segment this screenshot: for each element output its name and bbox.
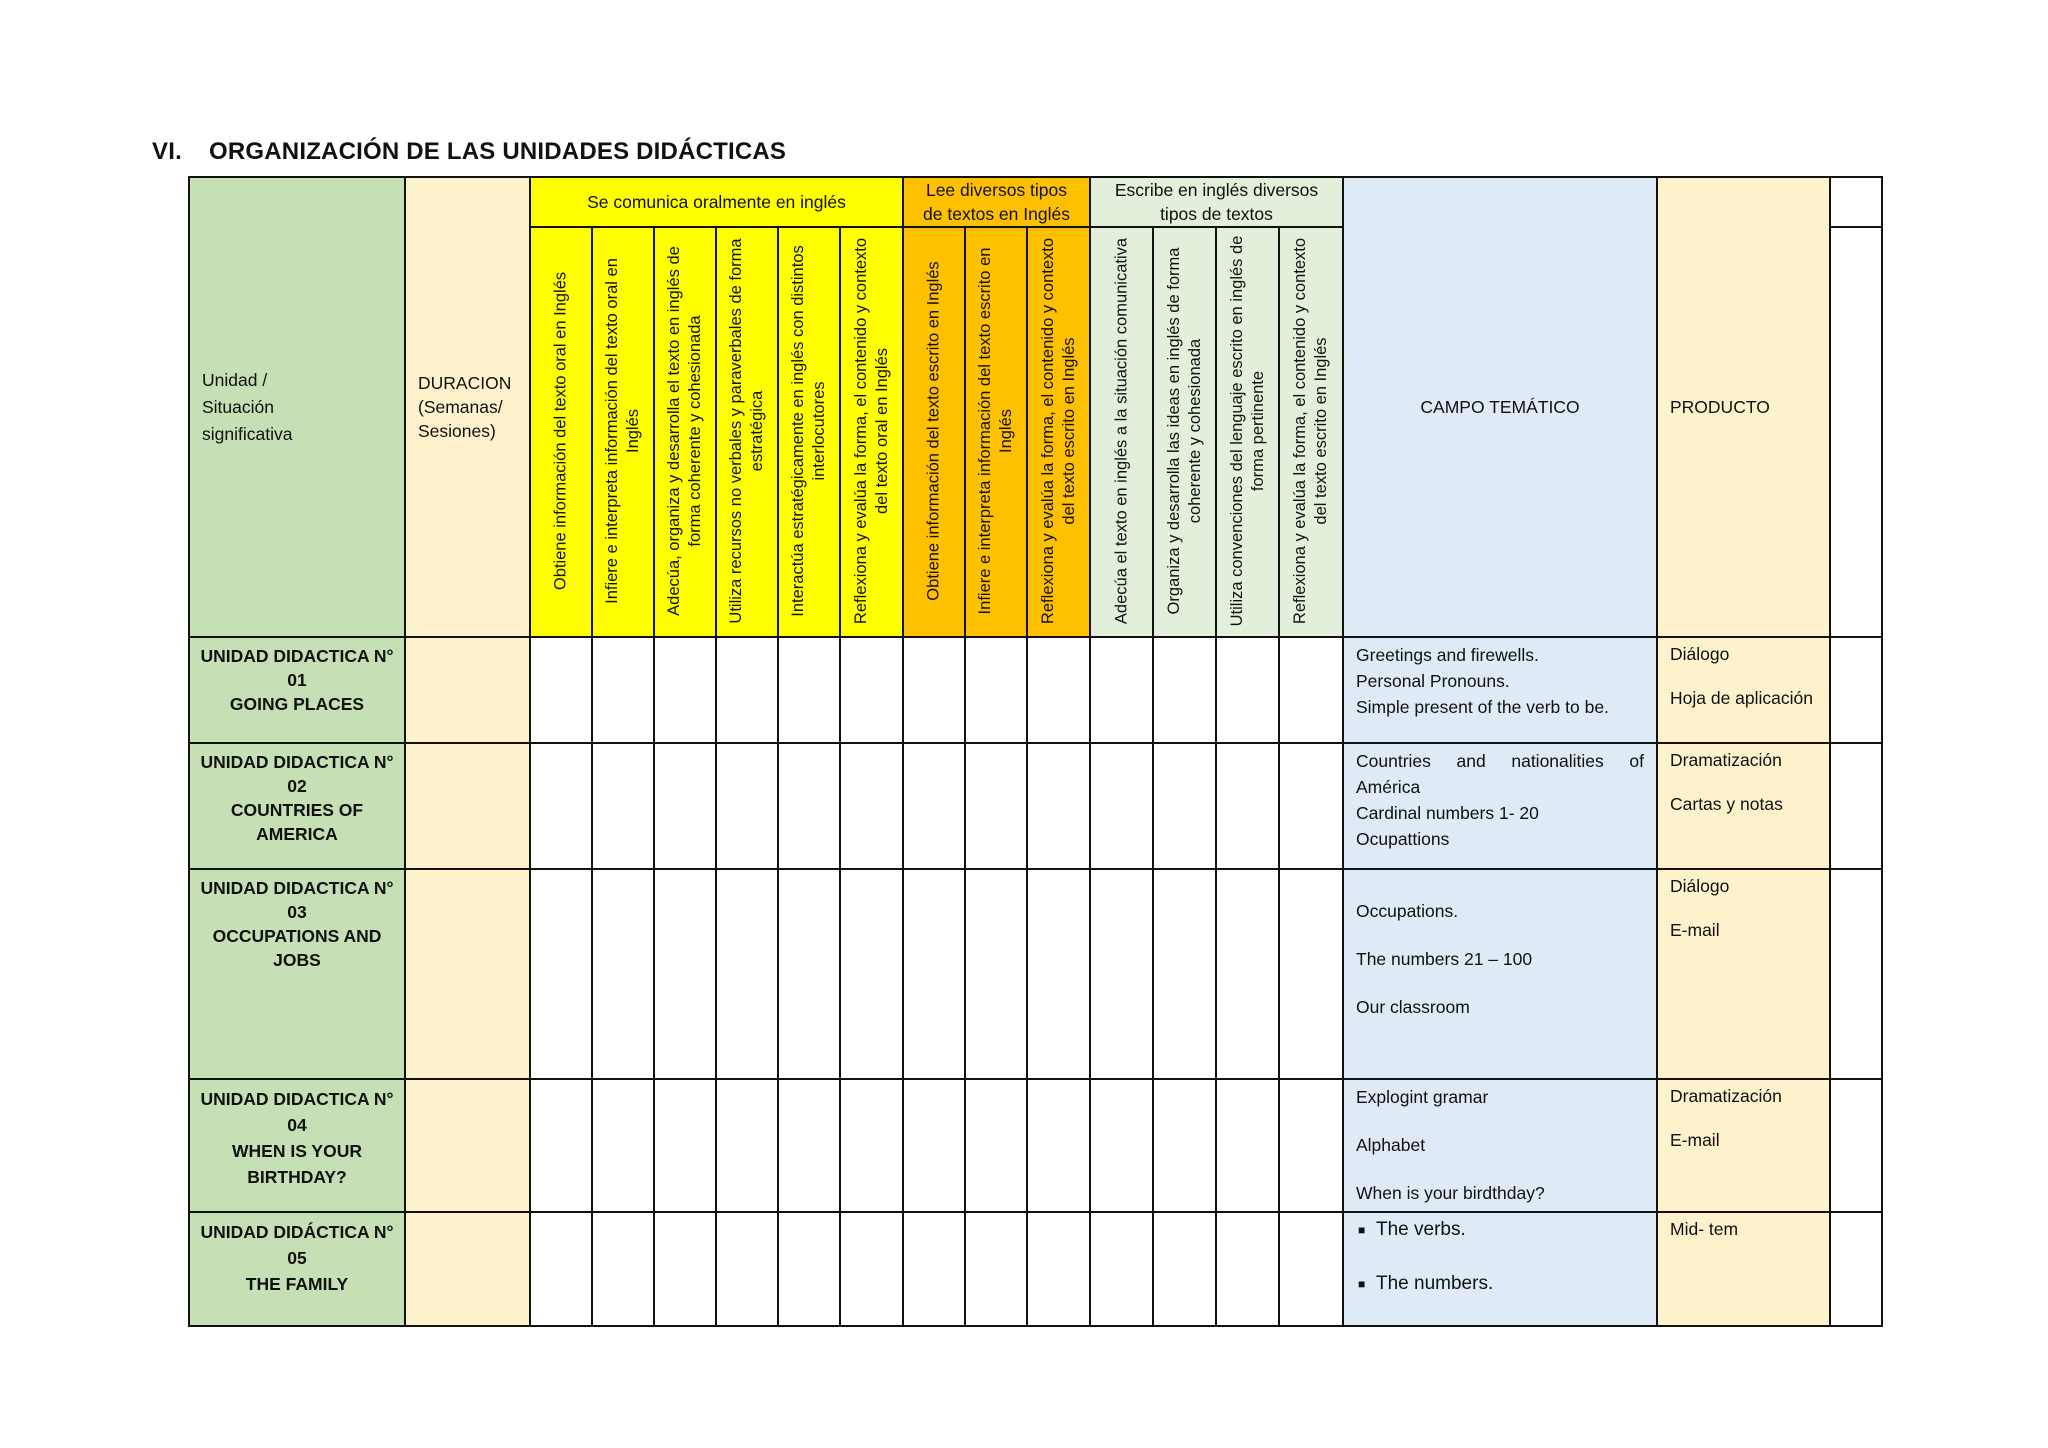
product-cell: Diálogo Hoja de aplicación <box>1657 637 1830 743</box>
unit-cell: UNIDAD DIDACTICA N° 03 OCCUPATIONS AND JOBS <box>189 869 405 1079</box>
capacity-cell <box>530 1079 592 1212</box>
group-lee: Lee diversos tipos de textos en Inglés <box>903 177 1090 227</box>
header-duracion: DURACION (Semanas/ Sesiones) <box>405 177 530 637</box>
list-item: ■ The numbers. <box>1356 1271 1644 1297</box>
duration-cell <box>405 869 530 1079</box>
header-row-groups <box>189 177 1882 227</box>
capacity-cell <box>530 869 592 1079</box>
product-cell: Dramatización Cartas y notas <box>1657 743 1830 869</box>
capacity-cell <box>903 1079 965 1212</box>
unit-cell: UNIDAD DIDACTICA N° 04 WHEN IS YOUR BIRTHDAY? <box>189 1079 405 1212</box>
capacity-header: Interactúa estratégicamente en inglés con distintos interlocutores <box>778 227 840 637</box>
table-row <box>189 869 1882 1079</box>
capacity-header: Obtiene información del texto escrito en Inglés <box>903 227 965 637</box>
bullet-icon: ■ <box>1358 1223 1366 1237</box>
capacity-cell <box>530 743 592 869</box>
capacity-cell <box>592 1079 654 1212</box>
capacity-cell <box>1153 637 1216 743</box>
duration-cell <box>405 1212 530 1326</box>
section-title: ORGANIZACIÓN DE LAS UNIDADES DIDÁCTICAS <box>209 138 787 165</box>
capacity-cell <box>903 743 965 869</box>
capacity-cell <box>1027 743 1090 869</box>
table-row <box>189 1212 1882 1326</box>
product-cell: Diálogo E-mail <box>1657 869 1830 1079</box>
duration-cell <box>405 743 530 869</box>
capacity-cell <box>1090 1079 1153 1212</box>
capacity-header: Reflexiona y evalúa la forma, el contenido y contexto del texto escrito en Inglés <box>1027 227 1090 637</box>
capacity-header: Obtiene información del texto oral en Inglés <box>530 227 592 637</box>
capacity-cell <box>1279 1212 1343 1326</box>
capacity-header: Adecúa el texto en inglés a la situación comunicativa <box>1090 227 1153 637</box>
header-producto: PRODUCTO <box>1657 177 1830 637</box>
unit-cell: UNIDAD DIDACTICA N° 02 COUNTRIES OF AMERICA <box>189 743 405 869</box>
capacity-cell <box>1090 869 1153 1079</box>
capacity-cell <box>1279 869 1343 1079</box>
capacity-cell <box>1216 743 1279 869</box>
capacity-cell <box>716 1212 778 1326</box>
campo-cell: Greetings and firewells. Personal Pronouns. Simple present of the verb to be. <box>1343 637 1657 743</box>
campo-cell: Explogint gramar Alphabet When is your birdthday? <box>1343 1079 1657 1212</box>
blank-cell <box>1830 637 1882 743</box>
unit-cell: UNIDAD DIDÁCTICA N° 05 THE FAMILY <box>189 1212 405 1326</box>
capacity-cell <box>1027 637 1090 743</box>
capacity-cell <box>1216 869 1279 1079</box>
capacity-cell <box>778 1212 840 1326</box>
capacity-cell <box>965 869 1027 1079</box>
capacity-cell <box>778 869 840 1079</box>
capacity-cell <box>654 743 716 869</box>
header-unidad: Unidad / Situación significativa <box>189 177 405 637</box>
capacity-cell <box>903 1212 965 1326</box>
group-escribe: Escribe en inglés diversos tipos de textos <box>1090 177 1343 227</box>
table-row <box>189 637 1882 743</box>
blank-cell <box>1830 1212 1882 1326</box>
table-row <box>189 743 1882 869</box>
capacity-cell <box>716 869 778 1079</box>
capacity-cell <box>716 1079 778 1212</box>
product-cell: Dramatización E-mail <box>1657 1079 1830 1212</box>
table-row <box>189 1079 1882 1212</box>
capacity-cell <box>1153 1212 1216 1326</box>
header-campo: CAMPO TEMÁTICO <box>1343 177 1657 637</box>
list-item: ■ The verbs. <box>1356 1217 1644 1243</box>
capacity-cell <box>1090 637 1153 743</box>
header-blank <box>1830 227 1882 637</box>
capacity-cell <box>840 637 903 743</box>
units-table <box>188 176 1883 1327</box>
capacity-header: Reflexiona y evalúa la forma, el contenido y contexto del texto escrito en Inglés <box>1279 227 1343 637</box>
capacity-cell <box>1090 1212 1153 1326</box>
capacity-header: Reflexiona y evalúa la forma, el contenido y contexto del texto oral en Inglés <box>840 227 903 637</box>
capacity-cell <box>1216 1079 1279 1212</box>
capacity-cell <box>592 637 654 743</box>
capacity-cell <box>965 1212 1027 1326</box>
capacity-cell <box>530 1212 592 1326</box>
capacity-cell <box>965 743 1027 869</box>
campo-cell <box>1343 1212 1657 1326</box>
capacity-cell <box>1027 1079 1090 1212</box>
capacity-cell <box>654 1079 716 1212</box>
capacity-cell <box>778 637 840 743</box>
capacity-cell <box>1216 1212 1279 1326</box>
group-oral: Se comunica oralmente en inglés <box>530 177 903 227</box>
capacity-cell <box>1216 637 1279 743</box>
capacity-cell <box>1279 637 1343 743</box>
capacity-header: Infiere e interpreta información del texto oral en Inglés <box>592 227 654 637</box>
capacity-cell <box>654 637 716 743</box>
capacity-cell <box>716 637 778 743</box>
capacity-cell <box>592 1212 654 1326</box>
capacity-header: Adecúa, organiza y desarrolla el texto en inglés de forma coherente y cohesionada <box>654 227 716 637</box>
campo-cell: Countries and nationalities of América Cardinal numbers 1- 20 Ocupattions <box>1343 743 1657 869</box>
product-cell: Mid- tem <box>1657 1212 1830 1326</box>
capacity-cell <box>1027 869 1090 1079</box>
capacity-cell <box>903 869 965 1079</box>
capacity-cell <box>840 1079 903 1212</box>
capacity-cell <box>654 1212 716 1326</box>
capacity-cell <box>1090 743 1153 869</box>
duration-cell <box>405 637 530 743</box>
unit-cell: UNIDAD DIDACTICA N° 01 GOING PLACES <box>189 637 405 743</box>
blank-cell <box>1830 1079 1882 1212</box>
capacity-cell <box>1027 1212 1090 1326</box>
capacity-cell <box>840 869 903 1079</box>
capacity-cell <box>840 743 903 869</box>
capacity-cell <box>1153 1079 1216 1212</box>
capacity-cell <box>654 869 716 1079</box>
capacity-cell <box>1279 743 1343 869</box>
capacity-cell <box>778 1079 840 1212</box>
capacity-cell <box>592 743 654 869</box>
header-blank-top <box>1830 177 1882 227</box>
capacity-header: Utiliza convenciones del lenguaje escrito en inglés de forma pertinente <box>1216 227 1279 637</box>
duration-cell <box>405 1079 530 1212</box>
capacity-cell <box>1153 743 1216 869</box>
capacity-cell <box>778 743 840 869</box>
capacity-cell <box>1279 1079 1343 1212</box>
campo-bullet-list <box>1356 1217 1644 1297</box>
section-number: VI. <box>152 138 182 165</box>
capacity-cell <box>530 637 592 743</box>
section-heading <box>152 138 786 166</box>
capacity-header: Utiliza recursos no verbales y paraverbales de forma estratégica <box>716 227 778 637</box>
capacity-header: Organiza y desarrolla las ideas en inglés de forma coherente y cohesionada <box>1153 227 1216 637</box>
capacity-header: Infiere e interpreta información del texto escrito en Inglés <box>965 227 1027 637</box>
bullet-icon: ■ <box>1358 1277 1366 1291</box>
blank-cell <box>1830 869 1882 1079</box>
capacity-cell <box>965 1079 1027 1212</box>
capacity-cell <box>592 869 654 1079</box>
capacity-cell <box>840 1212 903 1326</box>
campo-cell: Occupations. The numbers 21 – 100 Our classroom <box>1343 869 1657 1079</box>
capacity-cell <box>965 637 1027 743</box>
capacity-cell <box>903 637 965 743</box>
capacity-cell <box>716 743 778 869</box>
capacity-cell <box>1153 869 1216 1079</box>
blank-cell <box>1830 743 1882 869</box>
